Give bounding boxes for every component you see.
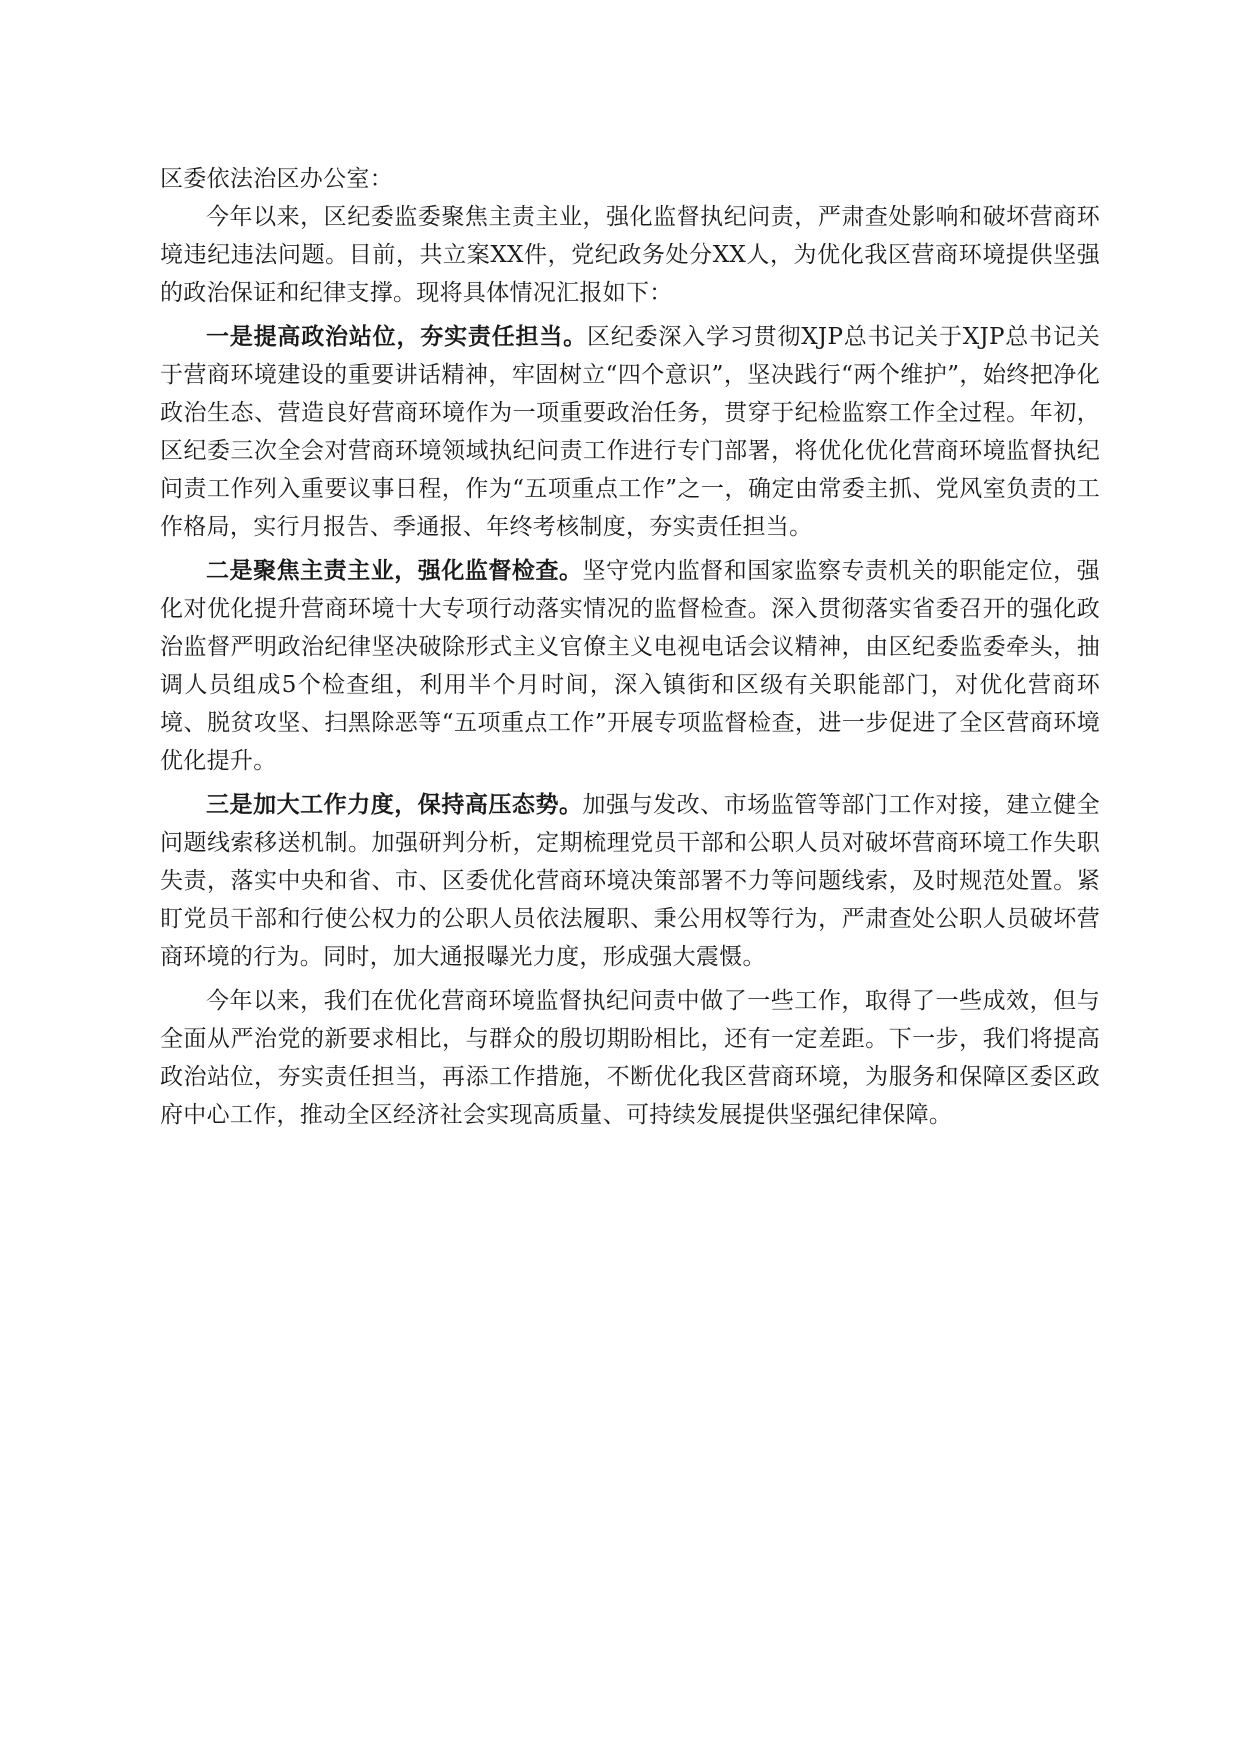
section-heading-1: 一是提高政治站位，夯实责任担当。 (206, 323, 587, 350)
section-paragraph-2 (160, 552, 1100, 780)
document-page (160, 160, 1100, 1140)
section-paragraph-3 (160, 786, 1100, 976)
conclusion-paragraph: 今年以来，我们在优化营商环境监督执纪问责中做了一些工作，取得了一些成效，但与全面从严治党的新要求相比，与群众的殷切期盼相比，还有一定差距。下一步，我们将提高政治站位，夯实责任担当，再添工作措施，不断优化我区营商环境，为服务和保障区委区政府中心工作，推动全区经济社会实现高质量、可持续发展提供坚强纪律保障。 (160, 988, 1100, 1128)
section-body-1: 区纪委深入学习贯彻XJP总书记关于XJP总书记关于营商环境建设的重要讲话精神，牢固树立“四个意识”，坚决践行“两个维护”，始终把净化政治生态、营造良好营商环境作为一项重要政治任务，贯穿于纪检监察工作全过程。年初，区纪委三次全会对营商环境领域执纪问责工作进行专门部署，将优化优化营商环境监督执纪问责工作列入重要议事日程，作为“五项重点工作”之一，确定由常委主抓、党风室负责的工作格局，实行月报告、季通报、年终考核制度，夯实责任担当。 (160, 324, 1100, 540)
section-body-2: 坚守党内监督和国家监察专责机关的职能定位，强化对优化提升营商环境十大专项行动落实情况的监督检查。深入贯彻落实省委召开的强化政治监督严明政治纪律坚决破除形式主义官僚主义电视电话会议精神，由区纪委监委牵头，抽调人员组成5个检查组，利用半个月时间，深入镇街和区级有关职能部门，对优化营商环境、脱贫攻坚、扫黑除恶等“五项重点工作”开展专项监督检查，进一步促进了全区营商环境优化提升。 (160, 558, 1100, 774)
salutation: 区委依法治区办公室： (160, 166, 393, 192)
section-body-3: 加强与发改、市场监管等部门工作对接，建立健全问题线索移送机制。加强研判分析，定期梳理党员干部和公职人员对破坏营商环境工作失职失责，落实中央和省、市、区委优化营商环境决策部署不力等问题线索，及时规范处置。紧盯党员干部和行使公权力的公职人员依法履职、秉公用权等行为，严肃查处公职人员破坏营商环境的行为。同时，加大通报曝光力度，形成强大震慑。 (160, 792, 1100, 970)
intro-paragraph: 今年以来，区纪委监委聚焦主责主业，强化监督执纪问责，严肃查处影响和破坏营商环境违纪违法问题。目前，共立案XX件，党纪政务处分XX人，为优化我区营商环境提供坚强的政治保证和纪律支撑。现将具体情况汇报如下： (160, 204, 1100, 306)
section-paragraph-1 (160, 318, 1100, 546)
section-heading-2: 二是聚焦主责主业，强化监督检查。 (206, 557, 583, 584)
section-heading-3: 三是加大工作力度，保持高压态势。 (206, 791, 583, 818)
